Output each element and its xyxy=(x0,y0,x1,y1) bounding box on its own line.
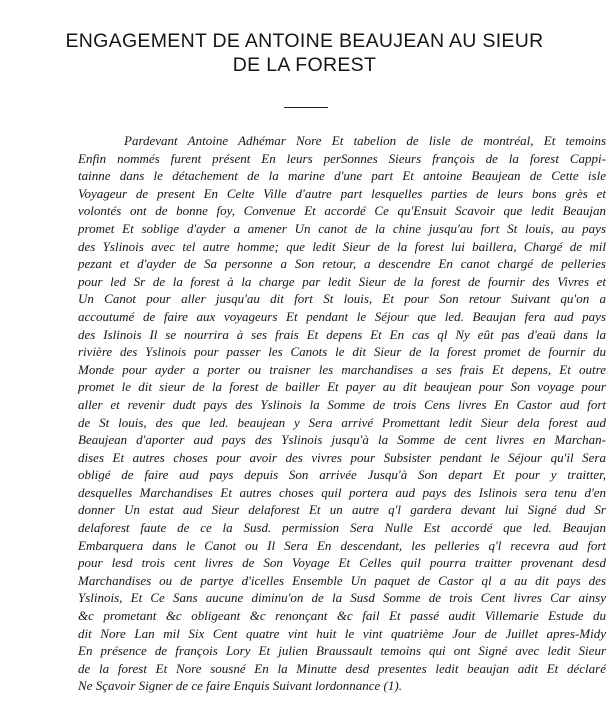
body-line: dit Nore Lan mil Six Cent quatre vint huit le vint quatrième Jour de Juillet apres-Midy xyxy=(78,625,606,641)
body-line: Embarquera dans le Canot ou Il Sera En descendant, les pelleries q'l recevra aud fort xyxy=(78,537,606,553)
body-line: promet Et soblige d'ayder a amener Un canot de la chine jusqu'au fort St louis, au pays xyxy=(78,220,606,236)
body-line: Pardevant Antoine Adhémar Nore Et tabelion de lisle de montréal, Et temoins xyxy=(124,133,606,148)
document-title-line-1: ENGAGEMENT DE ANTOINE BEAUJEAN AU SIEUR xyxy=(65,30,544,52)
document-body xyxy=(78,132,606,695)
body-line: des Islinois Il se nourrira à ses frais Et depens Et En cas ql Ny eût pas d'eaü dans la xyxy=(78,326,606,342)
body-line: delaforest faute de ce la Susd. permission Sera Nulle Est accordé que led. Beaujan xyxy=(78,520,606,536)
body-line: Monde pour ayder a porter ou traisner les marchandises a ses frais Et depens, Et outre xyxy=(78,361,606,377)
body-line: Yslinois, Et Ce Sans aucune diminu'on de la Susd Somme de trois Cent livres Car ainsy xyxy=(78,590,606,606)
body-line: &c prometant &c obligeant &c renonçant &c fail Et passé audit Villemarie Estude du xyxy=(78,608,606,624)
body-line: Un Canot pour aller jusqu'au dit fort St louis, Et pour Son retour Suivant qu'on a xyxy=(78,291,606,307)
body-line: Voyageur de present En Celte Ville d'autre part lesquelles parties de leurs bons grès et xyxy=(78,185,606,201)
body-line: rivière des Yslinois pour passer les Canots le dit Sieur de la forest promet de fournir du xyxy=(78,344,606,360)
body-line: Ne Sçavoir Signer de ce faire Enquis Suivant lordonnance (1). xyxy=(78,678,402,694)
body-line: de St louis, des que led. beaujean y Sera arrivé Promettant ledit Sieur dela forest aud xyxy=(78,414,606,430)
body-line: pour led Sr de la forest à la charge par ledit Sieur de la forest de fournir des Vivres et xyxy=(78,273,606,289)
body-line: donner Un estat aud Sieur delaforest Et un autre q'l gardera devant lui Signé dud Sr xyxy=(78,502,606,518)
body-line: accoutumé de faire aux voyageurs Et pendant le Séjour que led. Beaujan fera aud pays xyxy=(78,308,606,324)
body-line: de la forest Et Nore sousné En la Minutte desd presentes ledit beaujan adit Et déclaré xyxy=(78,660,606,676)
body-line: tainne dans le détachement de la marine d'une part Et antoine Beaujean de Cette isle xyxy=(78,168,606,184)
body-line: Beaujean d'aporter aud pays des Yslinois jusqu'à la Somme de cent livres en Marchan- xyxy=(78,432,606,448)
body-line: volontés ont de bonne foy, Convenue Et accordé Ce qu'Ensuit Scavoir que ledit Beaujan xyxy=(78,203,606,219)
body-line: desquelles Marchandises Et autres choses quil portera aud pays des Islinois sera tenu d'en xyxy=(78,484,606,500)
body-line: promet le dit sieur de la forest de bailler Et payer au dit beaujean pour Son voyage pour xyxy=(78,379,606,395)
body-line: pour lesd trois cent livres de Son Voyage Et Celles quil pourra traitter provenant desd xyxy=(78,555,606,571)
body-line: En présence de françois Lory Et julien Braussault temoins qui ont Signé avec ledit Sieur xyxy=(78,643,606,659)
body-line: obligé de faire aud pays depuis Son arrivée Jusqu'à Son depart Et pour y traitter, xyxy=(78,467,606,483)
body-line: aller et revenir dudt pays des Yslinois la Somme de trois Cens livres En Castor aud fort xyxy=(78,396,606,412)
body-line: des Yslinois avec tel autre homme; que ledit Sieur de la forest lui baillera, Chargé de mil xyxy=(78,238,606,254)
body-line: dises Et autres choses pour avoir des vivres pour Subsister pendant le Séjour qu'il Sera xyxy=(78,449,606,465)
document-title-line-2: DE LA FOREST xyxy=(232,54,377,76)
body-line: Enfin nommés furent présent En leurs perSonnes Sieurs françois de la forest Cappi- xyxy=(78,150,606,166)
title-divider xyxy=(284,107,328,108)
body-line: pezant et d'ayder de Sa personne a Son retour, a descendre En canot chargé de pelleries xyxy=(78,256,606,272)
body-line: Marchandises ou de partye d'icelles Ensemble Un paquet de Castor ql a au dit pays des xyxy=(78,572,606,588)
